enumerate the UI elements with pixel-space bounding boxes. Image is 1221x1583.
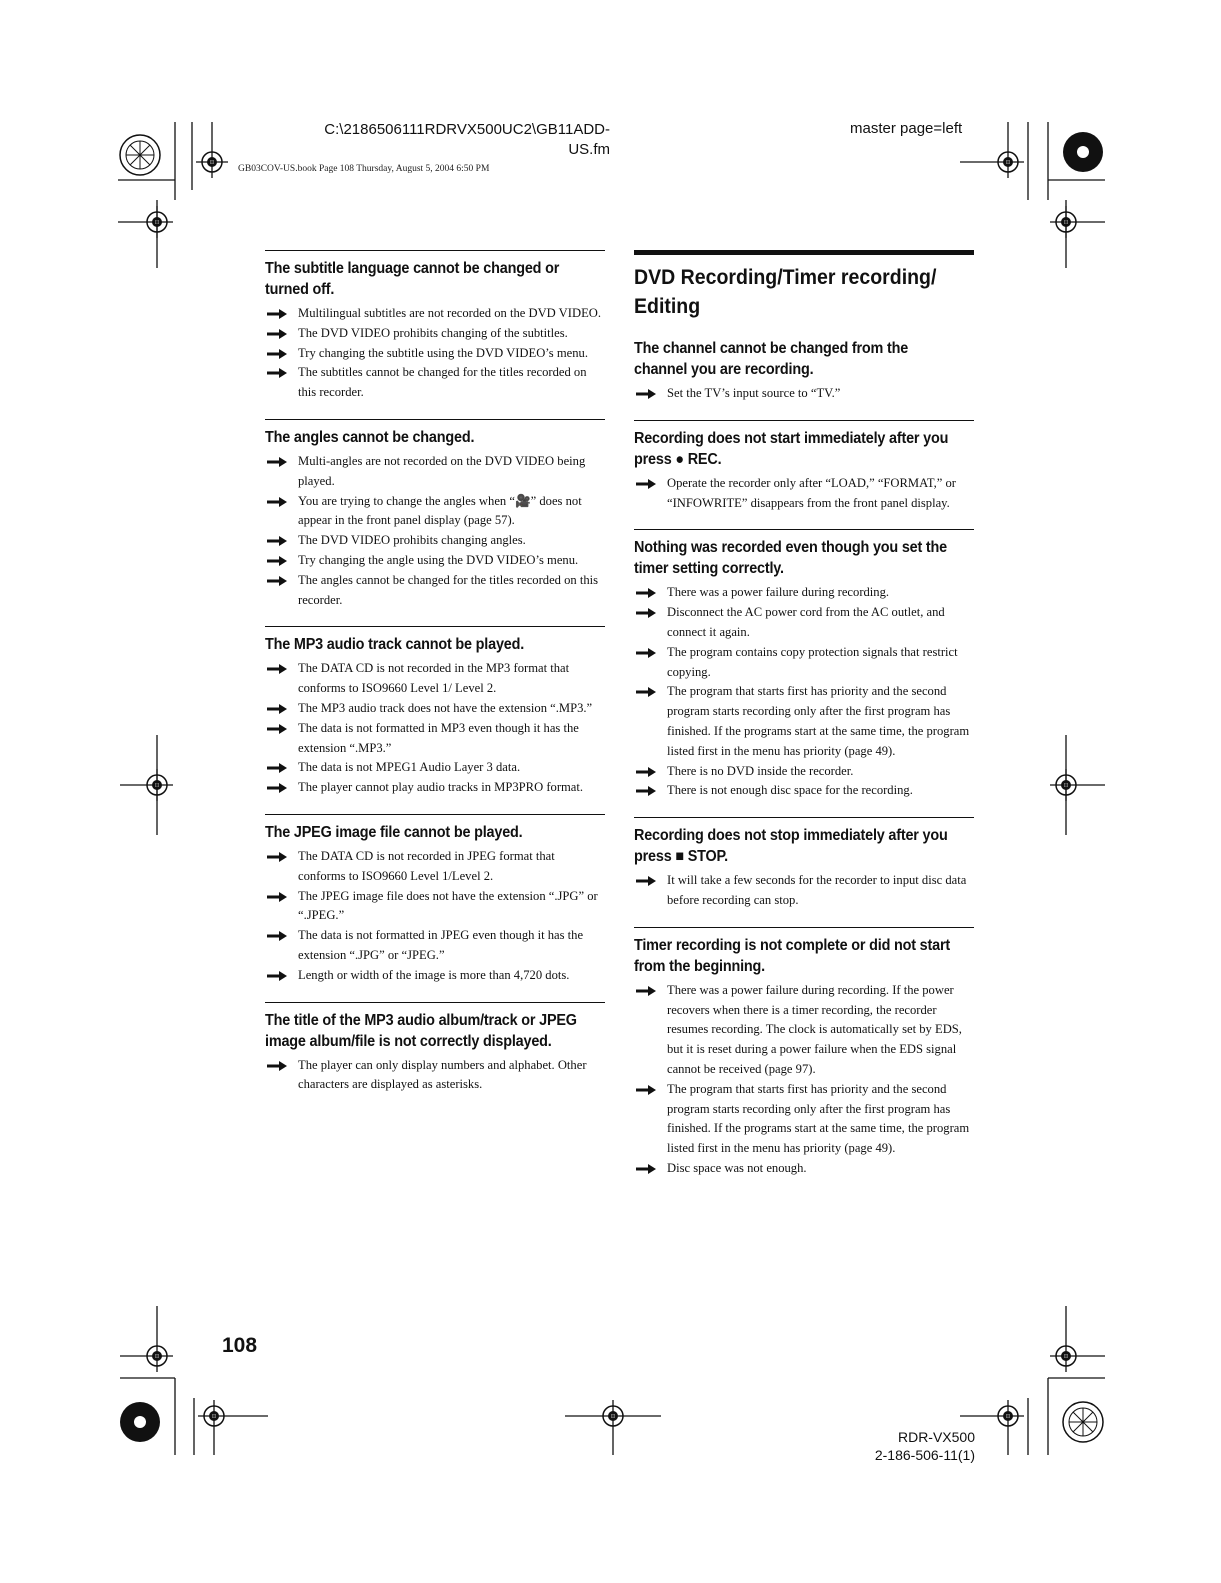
arrow-icon [267,704,287,714]
list-item: The DATA CD is not recorded in JPEG format that conforms to ISO9660 Level 1/Level 2. [265,847,605,887]
arrow-icon [636,786,656,796]
troubleshoot-subtitle [265,250,605,403]
arrow-icon [636,608,656,618]
arrow-icon [636,687,656,697]
list-item: It will take a few seconds for the recorder to input disc data before recording can stop. [634,871,974,911]
arrow-icon [636,648,656,658]
troubleshoot-nothing-recorded [634,529,974,801]
list-item: There is no DVD inside the recorder. [634,762,974,782]
arrow-icon [267,576,287,586]
list-item: The data is not formatted in MP3 even though it has the extension “.MP3.” [265,719,605,759]
book-info: GB03COV-US.book Page 108 Thursday, August 5, 2004 6:50 PM [238,164,490,174]
troubleshoot-jpeg [265,814,605,986]
list-item: The subtitles cannot be changed for the titles recorded on this recorder. [265,363,605,403]
section-title-block [634,250,974,321]
list-item: Operate the recorder only after “LOAD,” “FORMAT,” or “INFOWRITE” disappears from the front panel display. [634,474,974,514]
list-item: The DVD VIDEO prohibits changing angles. [265,531,605,551]
bullet-list [634,981,974,1179]
list-item: The JPEG image file does not have the extension “.JPG” or “.JPEG.” [265,887,605,927]
arrow-icon [267,664,287,674]
arrow-icon [267,536,287,546]
list-item: Set the TV’s input source to “TV.” [634,384,974,404]
section-heading: The angles cannot be changed. [265,428,475,446]
troubleshoot-title-display [265,1002,605,1096]
list-item: The program that starts first has priority and the second program starts recording only after the first program has finished. If the programs start at the same time, the program listed first in the menu has priority (page 49). [634,682,974,761]
arrow-icon [267,309,287,319]
list-item: Multi-angles are not recorded on the DVD VIDEO being played. [265,452,605,492]
model-name: RDR-VX500 [897,1429,975,1445]
section-heading: Recording does not start immediately after you press ● REC. [634,429,949,468]
right-column [634,250,974,1195]
arrow-icon [636,876,656,886]
list-item: Length or width of the image is more than 4,720 dots. [265,966,605,986]
arrow-icon [636,1085,656,1095]
bullet-list [265,659,605,798]
section-heading: Recording does not stop immediately after you press ■ STOP. [634,827,948,866]
arrow-icon [636,986,656,996]
arrow-icon [636,389,656,399]
section-heading: The title of the MP3 audio album/track or JPEG image album/file is not correctly displayed. [265,1011,577,1050]
list-item: Disc space was not enough. [634,1159,974,1179]
troubleshoot-rec-stop [634,817,974,911]
master-page-label: master page=left [850,120,963,137]
arrow-icon [267,852,287,862]
part-number: 2-186-506-11(1) [874,1447,975,1463]
arrow-icon [267,931,287,941]
list-item: The program contains copy protection signals that restrict copying. [634,643,974,683]
section-heading: The MP3 audio track cannot be played. [265,636,525,654]
arrow-icon [636,1164,656,1174]
list-item: The player cannot play audio tracks in MP3PRO format. [265,778,605,798]
page-number: 108 [222,1334,258,1357]
bullet-list [634,871,974,911]
left-column [265,250,605,1111]
list-item: You are trying to change the angles when “🎥” does not appear in the front panel display (page 57). [265,492,605,532]
arrow-icon [636,588,656,598]
list-item: There was a power failure during recording. If the power recovers when there is a timer recording, the recorder resumes recording. The clock is automatically set by EDS, but it is reset during a power failure when the EDS signal cannot be received (page 97). [634,981,974,1080]
list-item: The DVD VIDEO prohibits changing of the subtitles. [265,324,605,344]
list-item: There is not enough disc space for the recording. [634,781,974,801]
list-item: Try changing the subtitle using the DVD VIDEO’s menu. [265,344,605,364]
troubleshoot-timer-incomplete [634,927,974,1179]
troubleshoot-rec-start [634,420,974,514]
list-item: The data is not MPEG1 Audio Layer 3 data. [265,758,605,778]
arrow-icon [267,329,287,339]
section-heading: The channel cannot be changed from the channel you are recording. [634,340,909,378]
arrow-icon [267,556,287,566]
arrow-icon [267,1061,287,1071]
list-item: The player can only display numbers and alphabet. Other characters are displayed as asterisks. [265,1056,605,1096]
bullet-list [634,583,974,801]
file-path-line2: US.fm [568,141,610,158]
list-item: The angles cannot be changed for the titles recorded on this recorder. [265,571,605,611]
model-info [800,1428,975,1464]
troubleshoot-channel [634,331,974,404]
arrow-icon [267,892,287,902]
file-path-line1: C:\2186506111RDRVX500UC2\GB11ADD- [324,121,610,138]
troubleshoot-mp3 [265,626,605,798]
bullet-list [265,1056,605,1096]
section-heading: The subtitle language cannot be changed or turned off. [265,260,560,298]
arrow-icon [267,763,287,773]
list-item: The MP3 audio track does not have the extension “.MP3.” [265,699,605,719]
list-item: The DATA CD is not recorded in the MP3 format that conforms to ISO9660 Level 1/ Level 2. [265,659,605,699]
arrow-icon [267,457,287,467]
bullet-list [265,847,605,986]
arrow-icon [267,368,287,378]
list-item: The data is not formatted in JPEG even though it has the extension “.JPG” or “JPEG.” [265,926,605,966]
section-heading: Timer recording is not complete or did not start from the beginning. [634,936,950,975]
list-item: The program that starts first has priority and the second program starts recording only after the first program has finished. If the programs start at the same time, the program listed first in the menu has priority (page 49). [634,1080,974,1159]
list-item: There was a power failure during recording. [634,583,974,603]
arrow-icon [267,971,287,981]
bullet-list [265,304,605,403]
list-item: Try changing the angle using the DVD VIDEO’s menu. [265,551,605,571]
troubleshoot-angles [265,419,605,610]
bullet-list [634,384,974,404]
arrow-icon [636,479,656,489]
arrow-icon [267,497,287,507]
section-heading: The JPEG image file cannot be played. [265,823,523,841]
arrow-icon [636,767,656,777]
bullet-list [634,474,974,514]
list-item: Disconnect the AC power cord from the AC outlet, and connect it again. [634,603,974,643]
arrow-icon [267,724,287,734]
file-path [290,120,610,160]
section-title: DVD Recording/Timer recording/ Editing [634,266,937,318]
bullet-list [265,452,605,610]
arrow-icon [267,783,287,793]
section-heading: Nothing was recorded even though you set the timer setting correctly. [634,539,947,578]
list-item: Multilingual subtitles are not recorded on the DVD VIDEO. [265,304,605,324]
arrow-icon [267,349,287,359]
